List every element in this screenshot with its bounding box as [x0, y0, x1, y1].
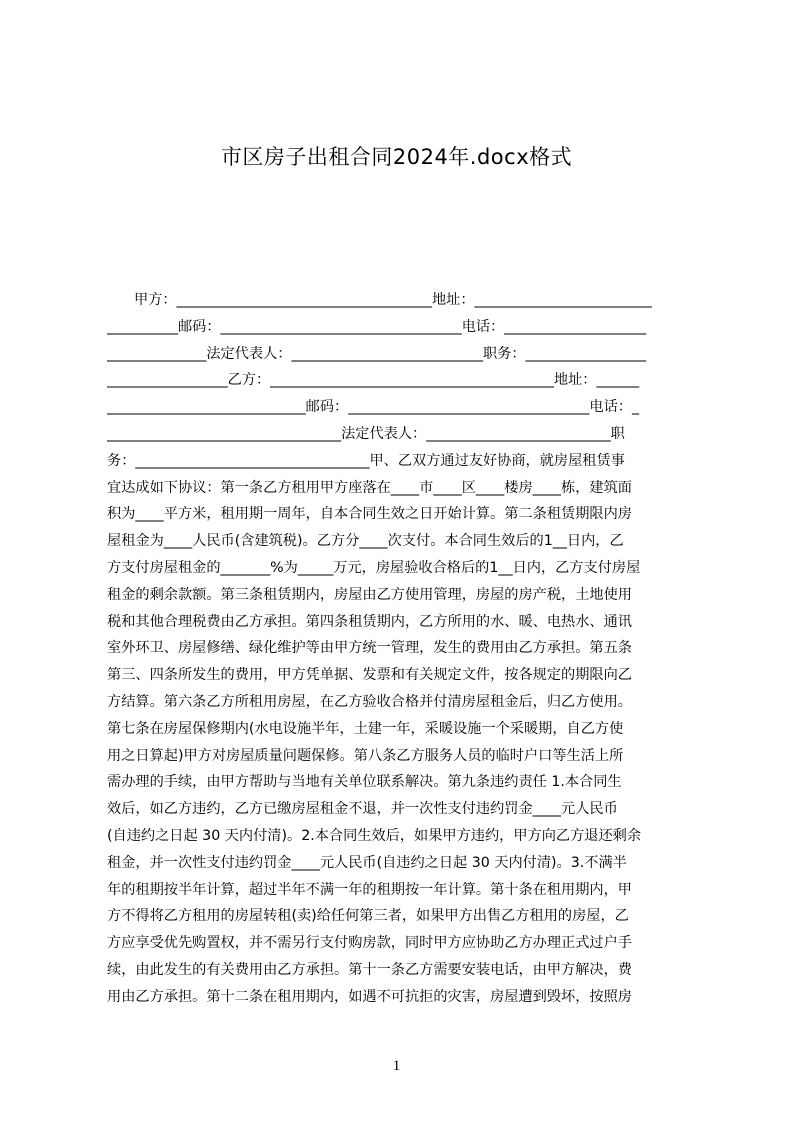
page-number: 1: [392, 1058, 401, 1074]
body-line: 屋租金为____人民币(含建筑税)。乙方分____次支付。本合同生效后的1__日内，乙: [107, 533, 624, 550]
body-line: 第三、四条所发生的费用，甲方凭单据、发票和有关规定文件，按各规定的期限向乙: [107, 667, 632, 684]
body-line: 方支付房屋租金的_______%为_____万元，房屋验收合格后的1__日内，乙方支付房屋: [107, 559, 641, 576]
body-line: 方应享受优先购置权，并不需另行支付购房款，同时甲方应协助乙方办理正式过户手: [107, 935, 632, 952]
body-line: ______________法定代表人：___________________________职务：_________________: [107, 345, 647, 362]
body-line: 用之日算起)甲方对房屋质量问题保修。第八条乙方服务人员的临时户口等生活上所: [107, 747, 624, 764]
body-line: 第七条在房屋保修期内(水电设施半年，土建一年，采暖设施一个采暖期，自乙方使: [107, 720, 624, 737]
body-line: 室外环卫、房屋修缮、绿化维护等由甲方统一管理，发生的费用由乙方承担。第五条: [107, 640, 632, 657]
body-line: 方结算。第六条乙方所租用房屋，在乙方验收合格并付清房屋租金后，归乙方使用。: [107, 693, 632, 710]
body-line: 积为____平方米，租用期一周年，自本合同生效之日开始计算。第二条租赁期限内房: [107, 506, 632, 523]
body-line: 甲方：____________________________________地址：_________________________: [107, 292, 652, 308]
body-line: 租金的剩余款额。第三条租赁期内，房屋由乙方使用管理，房屋的房产税，土地使用: [107, 586, 632, 603]
body-line: 租金，并一次性支付违约罚金____元人民币(自违约之日起 30 天内付清)。3.不满半: [107, 854, 627, 871]
body-line: 方不得将乙方租用的房屋转租(卖)给任何第三者，如果甲方出售乙方租用的房屋，乙: [107, 908, 629, 925]
body-line: 效后，如乙方违约，乙方已缴房屋租金不退，并一次性支付违约罚金____元人民币: [107, 801, 618, 818]
body-line: 税和其他合理税费由乙方承担。第四条租赁期内，乙方所用的水、暖、电热水、通讯: [107, 613, 632, 630]
body-line: (自违约之日起 30 天内付清)。2.本合同生效后，如果甲方违约，甲方向乙方退还剩余: [107, 827, 642, 844]
body-line: 年的租期按半年计算，超过半年不满一年的租期按一年计算。第十条在租用期内，甲: [107, 881, 632, 898]
body-line: 需办理的手续，由甲方帮助与当地有关单位联系解决。第九条违约责任 1.本合同生: [107, 774, 622, 791]
body-line: 续，由此发生的有关费用由乙方承担。第十一条乙方需要安装电话，由甲方解决，费: [107, 961, 632, 978]
contract-body: [107, 287, 697, 1032]
body-line: __________邮码：__________________________________电话：____________________: [107, 318, 647, 335]
body-line: ____________________________邮码：__________________________________电话：_: [107, 399, 640, 416]
body-line: 务：_________________________________甲、乙双方通过友好协商，就房屋租赁事: [107, 452, 625, 469]
document-title: 市区房子出租合同2024年.docx格式: [220, 145, 573, 169]
body-line: 宜达成如下协议：第一条乙方租用甲方座落在____市____区____楼房____栋，建筑面: [107, 479, 632, 496]
body-line: 用由乙方承担。第十二条在租用期内，如遇不可抗拒的灾害，房屋遭到毁坏，按照房: [107, 988, 632, 1005]
body-line: _________________________________法定代表人：__________________________职: [107, 425, 625, 442]
body-line: _________________乙方：________________________________________地址：______: [107, 372, 640, 389]
